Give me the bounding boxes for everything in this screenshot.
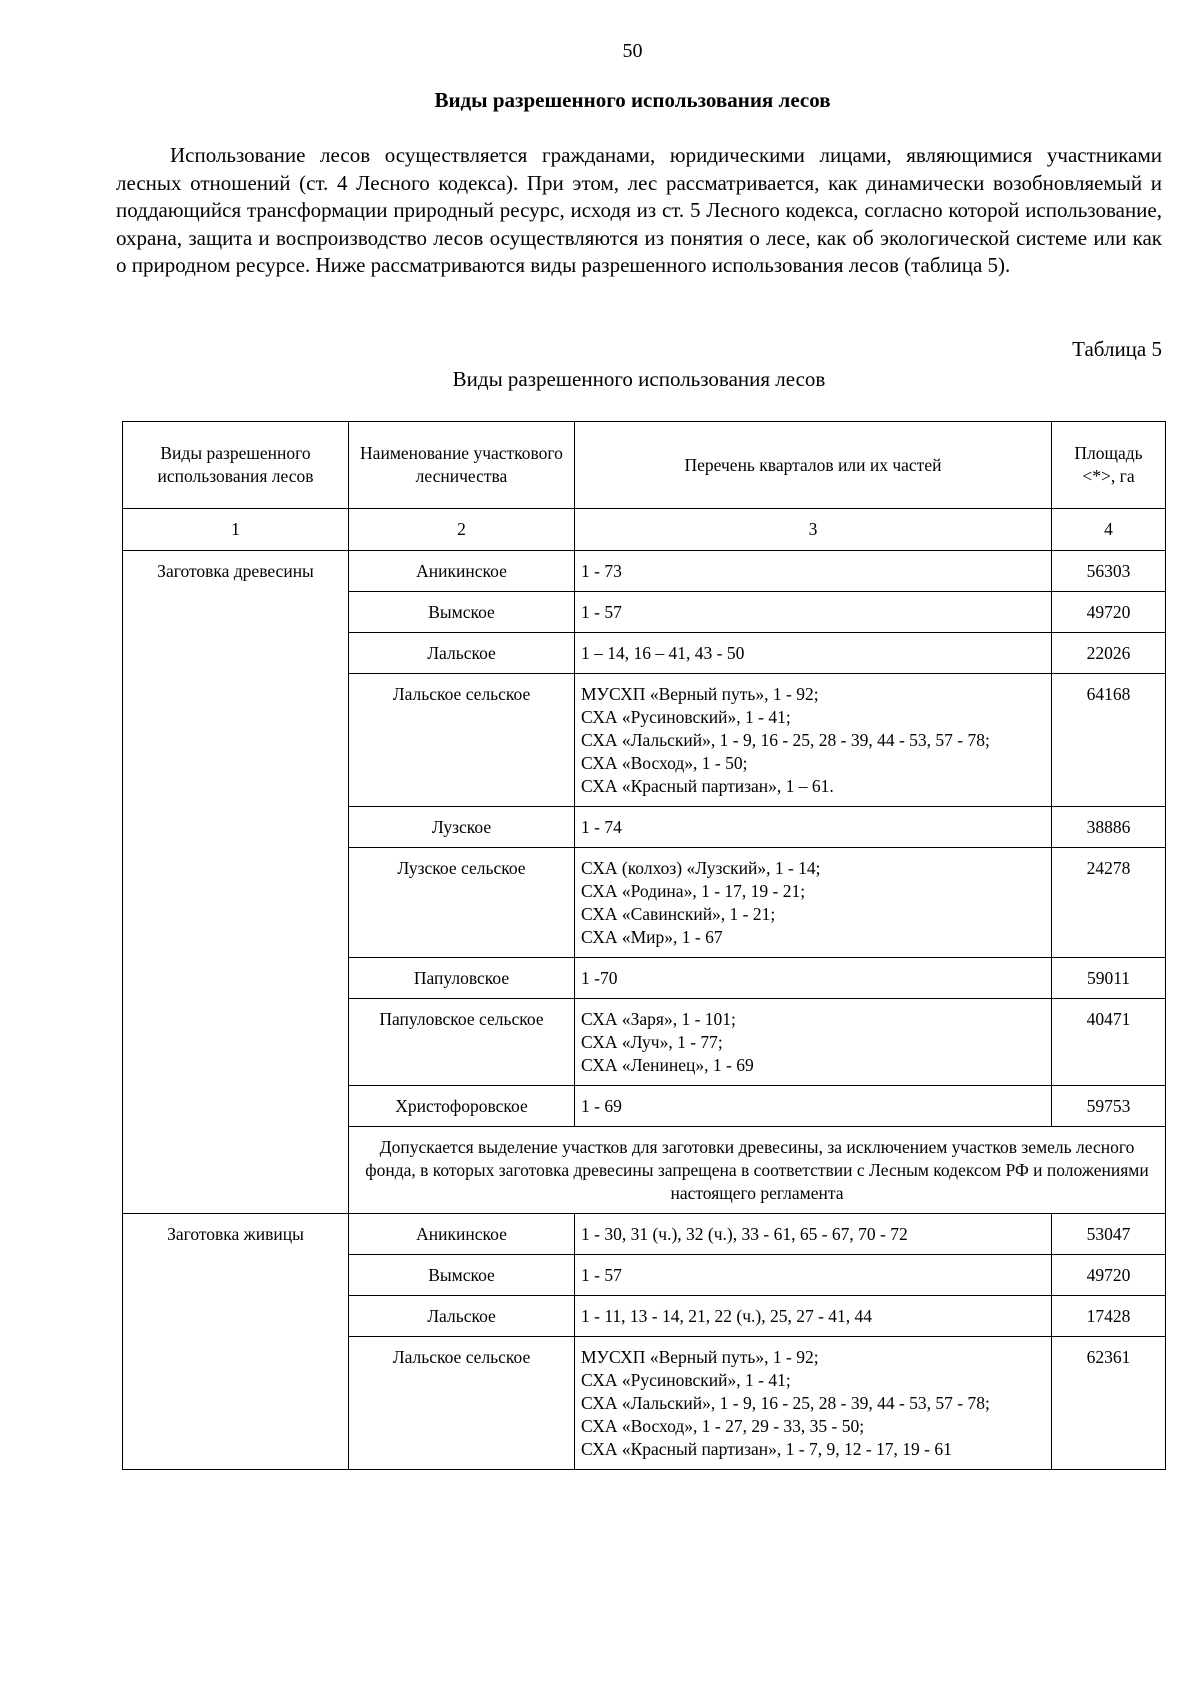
quarters-line: СХА «Савинский», 1 - 21; <box>581 904 776 924</box>
area-cell: 62361 <box>1052 1337 1166 1470</box>
note-cell: Допускается выделение участков для заготовки древесины, за исключением участков земель лесного фонда, в которых заготовка древесины запрещена в соответствии с Лесным кодексом РФ и положениями настоящего регламента <box>349 1127 1166 1214</box>
quarters-cell <box>575 674 1052 807</box>
quarters-cell <box>575 848 1052 958</box>
quarters-line: СХА (колхоз) «Лузский», 1 - 14; <box>581 858 821 878</box>
intro-paragraph: Использование лесов осуществляется гражданами, юридическими лицами, являющимися участниками лесных отношений (ст. 4 Лесного кодекса). При этом, лес рассматривается, как динамически возобновляемый и поддающийся трансформации природный ресурс, исходя из ст. 5 Лесного кодекса, согласно которой использование, охрана, защита и воспроизводство лесов осуществляются из понятия о лесе, как об экологической системе или как о природном ресурсе. Ниже рассматриваются виды разрешенного использования лесов (таблица 5). <box>116 143 1162 277</box>
quarters-line: 1 - 74 <box>581 817 622 837</box>
forestry-cell: Лальское <box>349 1296 575 1337</box>
forestry-cell: Лузское сельское <box>349 848 575 958</box>
quarters-cell <box>575 1255 1052 1296</box>
quarters-cell <box>575 1337 1052 1470</box>
table-row <box>123 551 1166 592</box>
column-number: 1 <box>123 509 349 551</box>
quarters-line: СХА «Красный партизан», 1 - 7, 9, 12 - 17, 19 - 61 <box>581 1439 952 1459</box>
use-type-cell: Заготовка живицы <box>123 1214 349 1470</box>
area-cell: 49720 <box>1052 1255 1166 1296</box>
use-type-cell: Заготовка древесины <box>123 551 349 1214</box>
quarters-line: СХА «Восход», 1 - 27, 29 - 33, 35 - 50; <box>581 1416 865 1436</box>
area-cell: 38886 <box>1052 807 1166 848</box>
area-cell: 49720 <box>1052 592 1166 633</box>
header-cell: Наименование участкового лесничества <box>349 422 575 509</box>
quarters-cell <box>575 1086 1052 1127</box>
header-cell: Площадь <*>, га <box>1052 422 1166 509</box>
quarters-line: 1 - 30, 31 (ч.), 32 (ч.), 33 - 61, 65 - 67, 70 - 72 <box>581 1224 908 1244</box>
quarters-line: СХА «Родина», 1 - 17, 19 - 21; <box>581 881 806 901</box>
area-cell: 56303 <box>1052 551 1166 592</box>
forestry-cell: Папуловское сельское <box>349 999 575 1086</box>
quarters-cell <box>575 807 1052 848</box>
quarters-line: 1 - 57 <box>581 1265 622 1285</box>
forestry-cell: Аникинское <box>349 1214 575 1255</box>
quarters-line: 1 - 73 <box>581 561 622 581</box>
quarters-line: СХА «Лальский», 1 - 9, 16 - 25, 28 - 39, 44 - 53, 57 - 78; <box>581 1393 990 1413</box>
column-number-row <box>123 509 1166 551</box>
forestry-cell: Лузское <box>349 807 575 848</box>
forestry-cell: Вымское <box>349 1255 575 1296</box>
quarters-line: СХА «Красный партизан», 1 – 61. <box>581 776 834 796</box>
area-cell: 40471 <box>1052 999 1166 1086</box>
quarters-cell <box>575 551 1052 592</box>
table-label: Таблица 5 <box>1072 337 1162 361</box>
area-cell: 59011 <box>1052 958 1166 999</box>
column-number: 4 <box>1052 509 1166 551</box>
column-number: 3 <box>575 509 1052 551</box>
forestry-cell: Аникинское <box>349 551 575 592</box>
quarters-line: 1 -70 <box>581 968 618 988</box>
area-cell: 53047 <box>1052 1214 1166 1255</box>
column-number: 2 <box>349 509 575 551</box>
header-cell: Виды разрешенного использования лесов <box>123 422 349 509</box>
area-cell: 17428 <box>1052 1296 1166 1337</box>
forestry-cell: Лальское сельское <box>349 1337 575 1470</box>
quarters-line: 1 - 69 <box>581 1096 622 1116</box>
quarters-line: СХА «Луч», 1 - 77; <box>581 1032 723 1052</box>
area-cell: 22026 <box>1052 633 1166 674</box>
table-caption: Виды разрешенного использования лесов <box>452 367 826 391</box>
forestry-cell: Лальское <box>349 633 575 674</box>
forestry-cell: Лальское сельское <box>349 674 575 807</box>
quarters-line: 1 - 57 <box>581 602 622 622</box>
forest-use-table <box>122 421 1166 1470</box>
quarters-cell <box>575 1296 1052 1337</box>
page-number: 50 <box>622 40 643 62</box>
header-cell: Перечень кварталов или их частей <box>575 422 1052 509</box>
quarters-line: СХА «Заря», 1 - 101; <box>581 1009 736 1029</box>
quarters-cell <box>575 999 1052 1086</box>
quarters-cell <box>575 633 1052 674</box>
quarters-line: СХА «Русиновский», 1 - 41; <box>581 707 791 727</box>
area-cell: 24278 <box>1052 848 1166 958</box>
quarters-line: МУСХП «Верный путь», 1 - 92; <box>581 684 819 704</box>
quarters-line: СХА «Лальский», 1 - 9, 16 - 25, 28 - 39, 44 - 53, 57 - 78; <box>581 730 990 750</box>
quarters-line: СХА «Ленинец», 1 - 69 <box>581 1055 754 1075</box>
quarters-cell <box>575 592 1052 633</box>
quarters-cell <box>575 958 1052 999</box>
quarters-line: СХА «Русиновский», 1 - 41; <box>581 1370 791 1390</box>
quarters-line: СХА «Восход», 1 - 50; <box>581 753 748 773</box>
area-cell: 64168 <box>1052 674 1166 807</box>
table-header-row <box>123 422 1166 509</box>
quarters-line: СХА «Мир», 1 - 67 <box>581 927 723 947</box>
area-cell: 59753 <box>1052 1086 1166 1127</box>
quarters-cell <box>575 1214 1052 1255</box>
forestry-cell: Папуловское <box>349 958 575 999</box>
quarters-line: 1 – 14, 16 – 41, 43 - 50 <box>581 643 745 663</box>
table-row <box>123 1214 1166 1255</box>
forestry-cell: Христофоровское <box>349 1086 575 1127</box>
quarters-line: МУСХП «Верный путь», 1 - 92; <box>581 1347 819 1367</box>
document-title: Виды разрешенного использования лесов <box>434 88 831 112</box>
forestry-cell: Вымское <box>349 592 575 633</box>
quarters-line: 1 - 11, 13 - 14, 21, 22 (ч.), 25, 27 - 41, 44 <box>581 1306 873 1326</box>
